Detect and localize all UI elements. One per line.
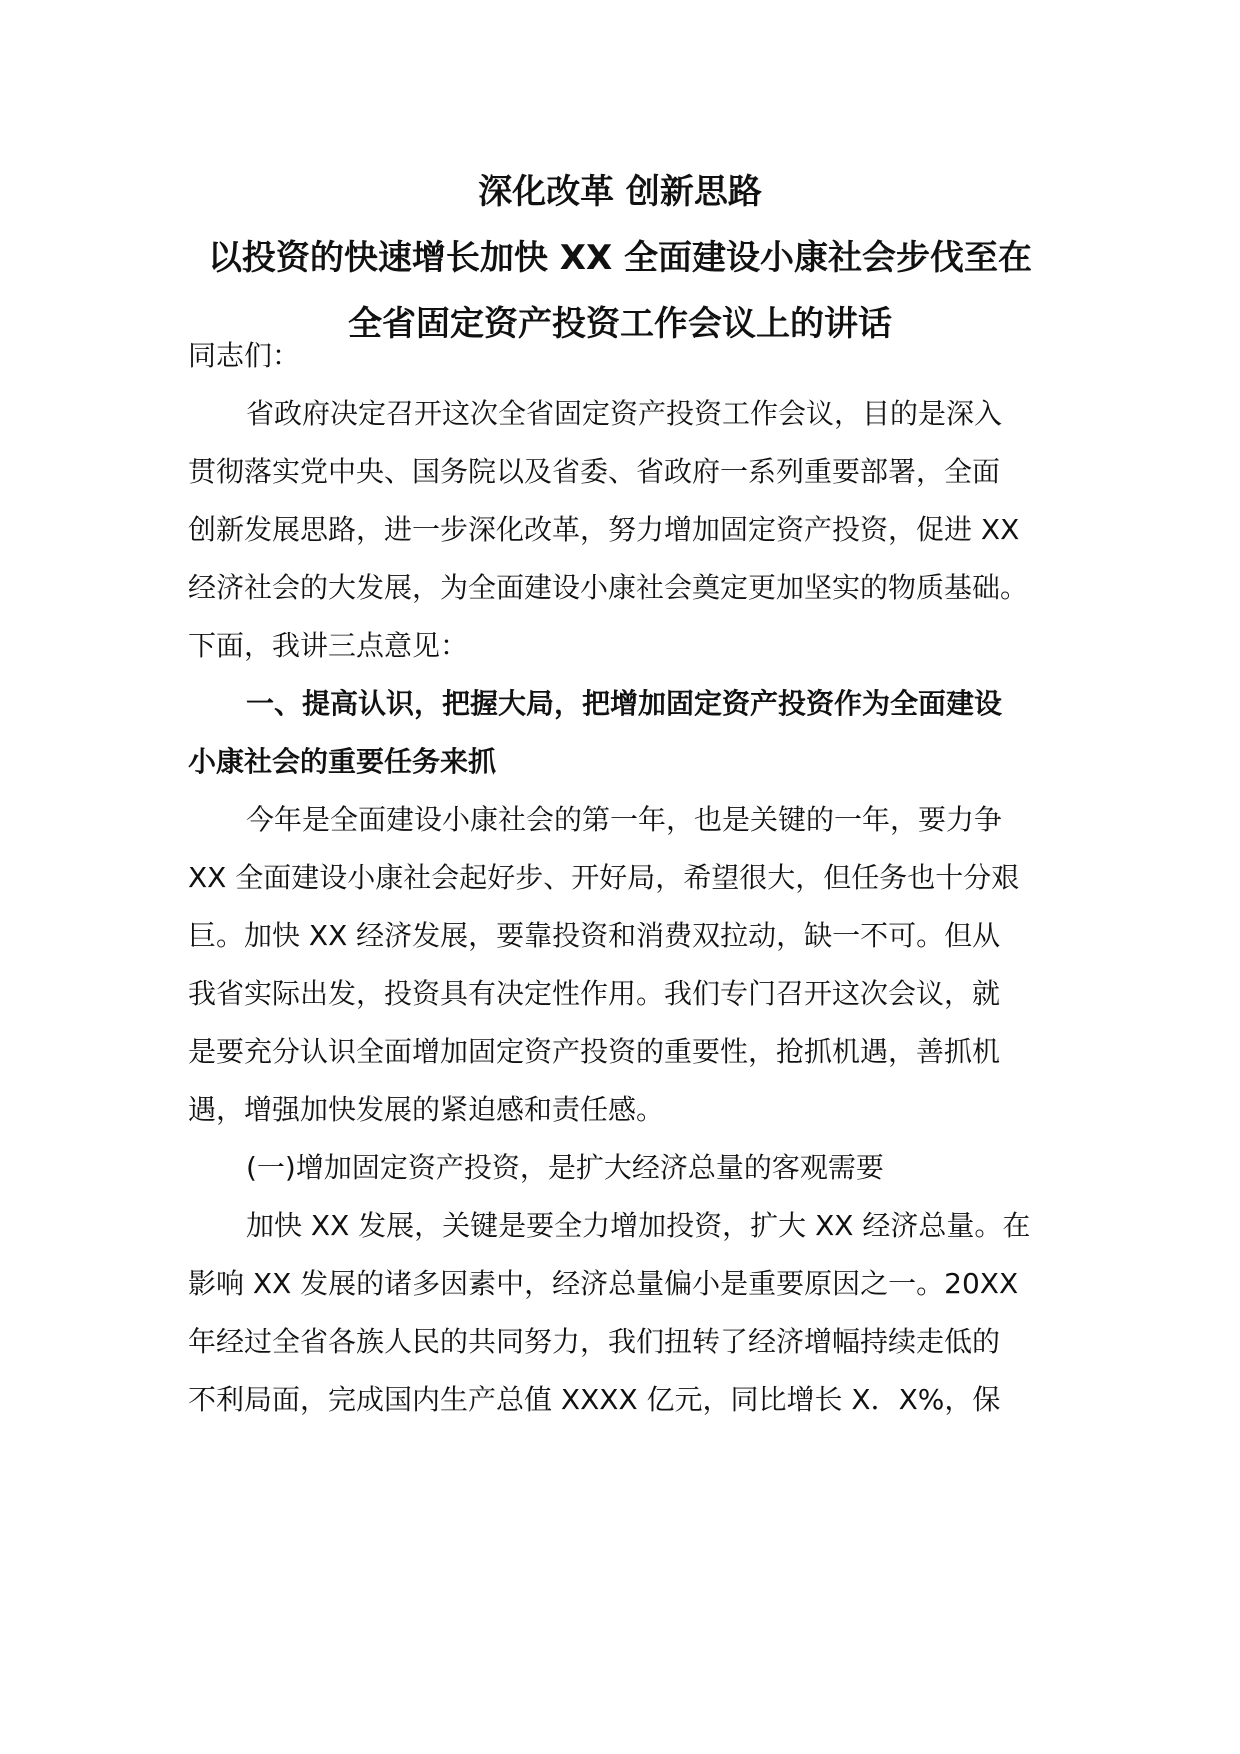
body-line: 今年是全面建设小康社会的第一年，也是关键的一年，要力争: [246, 803, 1003, 836]
body-line: 遇，增强加快发展的紧迫感和责任感。: [188, 1093, 665, 1126]
subsection-heading: (一)增加固定资产投资，是扩大经济总量的客观需要: [246, 1151, 884, 1184]
body-line: 是要充分认识全面增加固定资产投资的重要性，抢抓机遇，善抓机: [188, 1035, 1001, 1068]
body-line: 加快 XX 发展，关键是要全力增加投资，扩大 XX 经济总量。在: [246, 1209, 1031, 1242]
body-line: XX 全面建设小康社会起好步、开好局，希望很大，但任务也十分艰: [188, 861, 1020, 894]
body-line: 创新发展思路，进一步深化改革，努力增加固定资产投资，促进 XX: [188, 513, 1020, 546]
body-line: 影响 XX 发展的诸多因素中，经济总量偏小是重要原因之一。20XX: [188, 1267, 1019, 1300]
greeting: 同志们：: [188, 339, 301, 372]
section-heading-line: 小康社会的重要任务来抓: [188, 745, 497, 778]
title-line-2: 以投资的快速增长加快 XX 全面建设小康社会步伐至在: [207, 238, 1033, 278]
body-line: 下面，我讲三点意见：: [188, 629, 469, 662]
title-line-1: 深化改革 创新思路: [478, 172, 762, 212]
body-line: 不利局面，完成国内生产总值 XXXX 亿元，同比增长 X．X%，保: [188, 1383, 1001, 1416]
body-line: 年经过全省各族人民的共同努力，我们扭转了经济增幅持续走低的: [188, 1325, 1001, 1358]
body-line: 经济社会的大发展，为全面建设小康社会奠定更加坚实的物质基础。: [188, 571, 1029, 604]
section-heading-line: 一、提高认识，把握大局，把增加固定资产投资作为全面建设: [246, 687, 1003, 720]
body-line: 我省实际出发，投资具有决定性作用。我们专门召开这次会议，就: [188, 977, 1001, 1010]
body-line: 省政府决定召开这次全省固定资产投资工作会议，目的是深入: [246, 397, 1003, 430]
body-line: 贯彻落实党中央、国务院以及省委、省政府一系列重要部署，全面: [188, 455, 1001, 488]
title-line-3: 全省固定资产投资工作会议上的讲话: [348, 304, 892, 344]
body-line: 巨。加快 XX 经济发展，要靠投资和消费双拉动，缺一不可。但从: [188, 919, 1001, 952]
